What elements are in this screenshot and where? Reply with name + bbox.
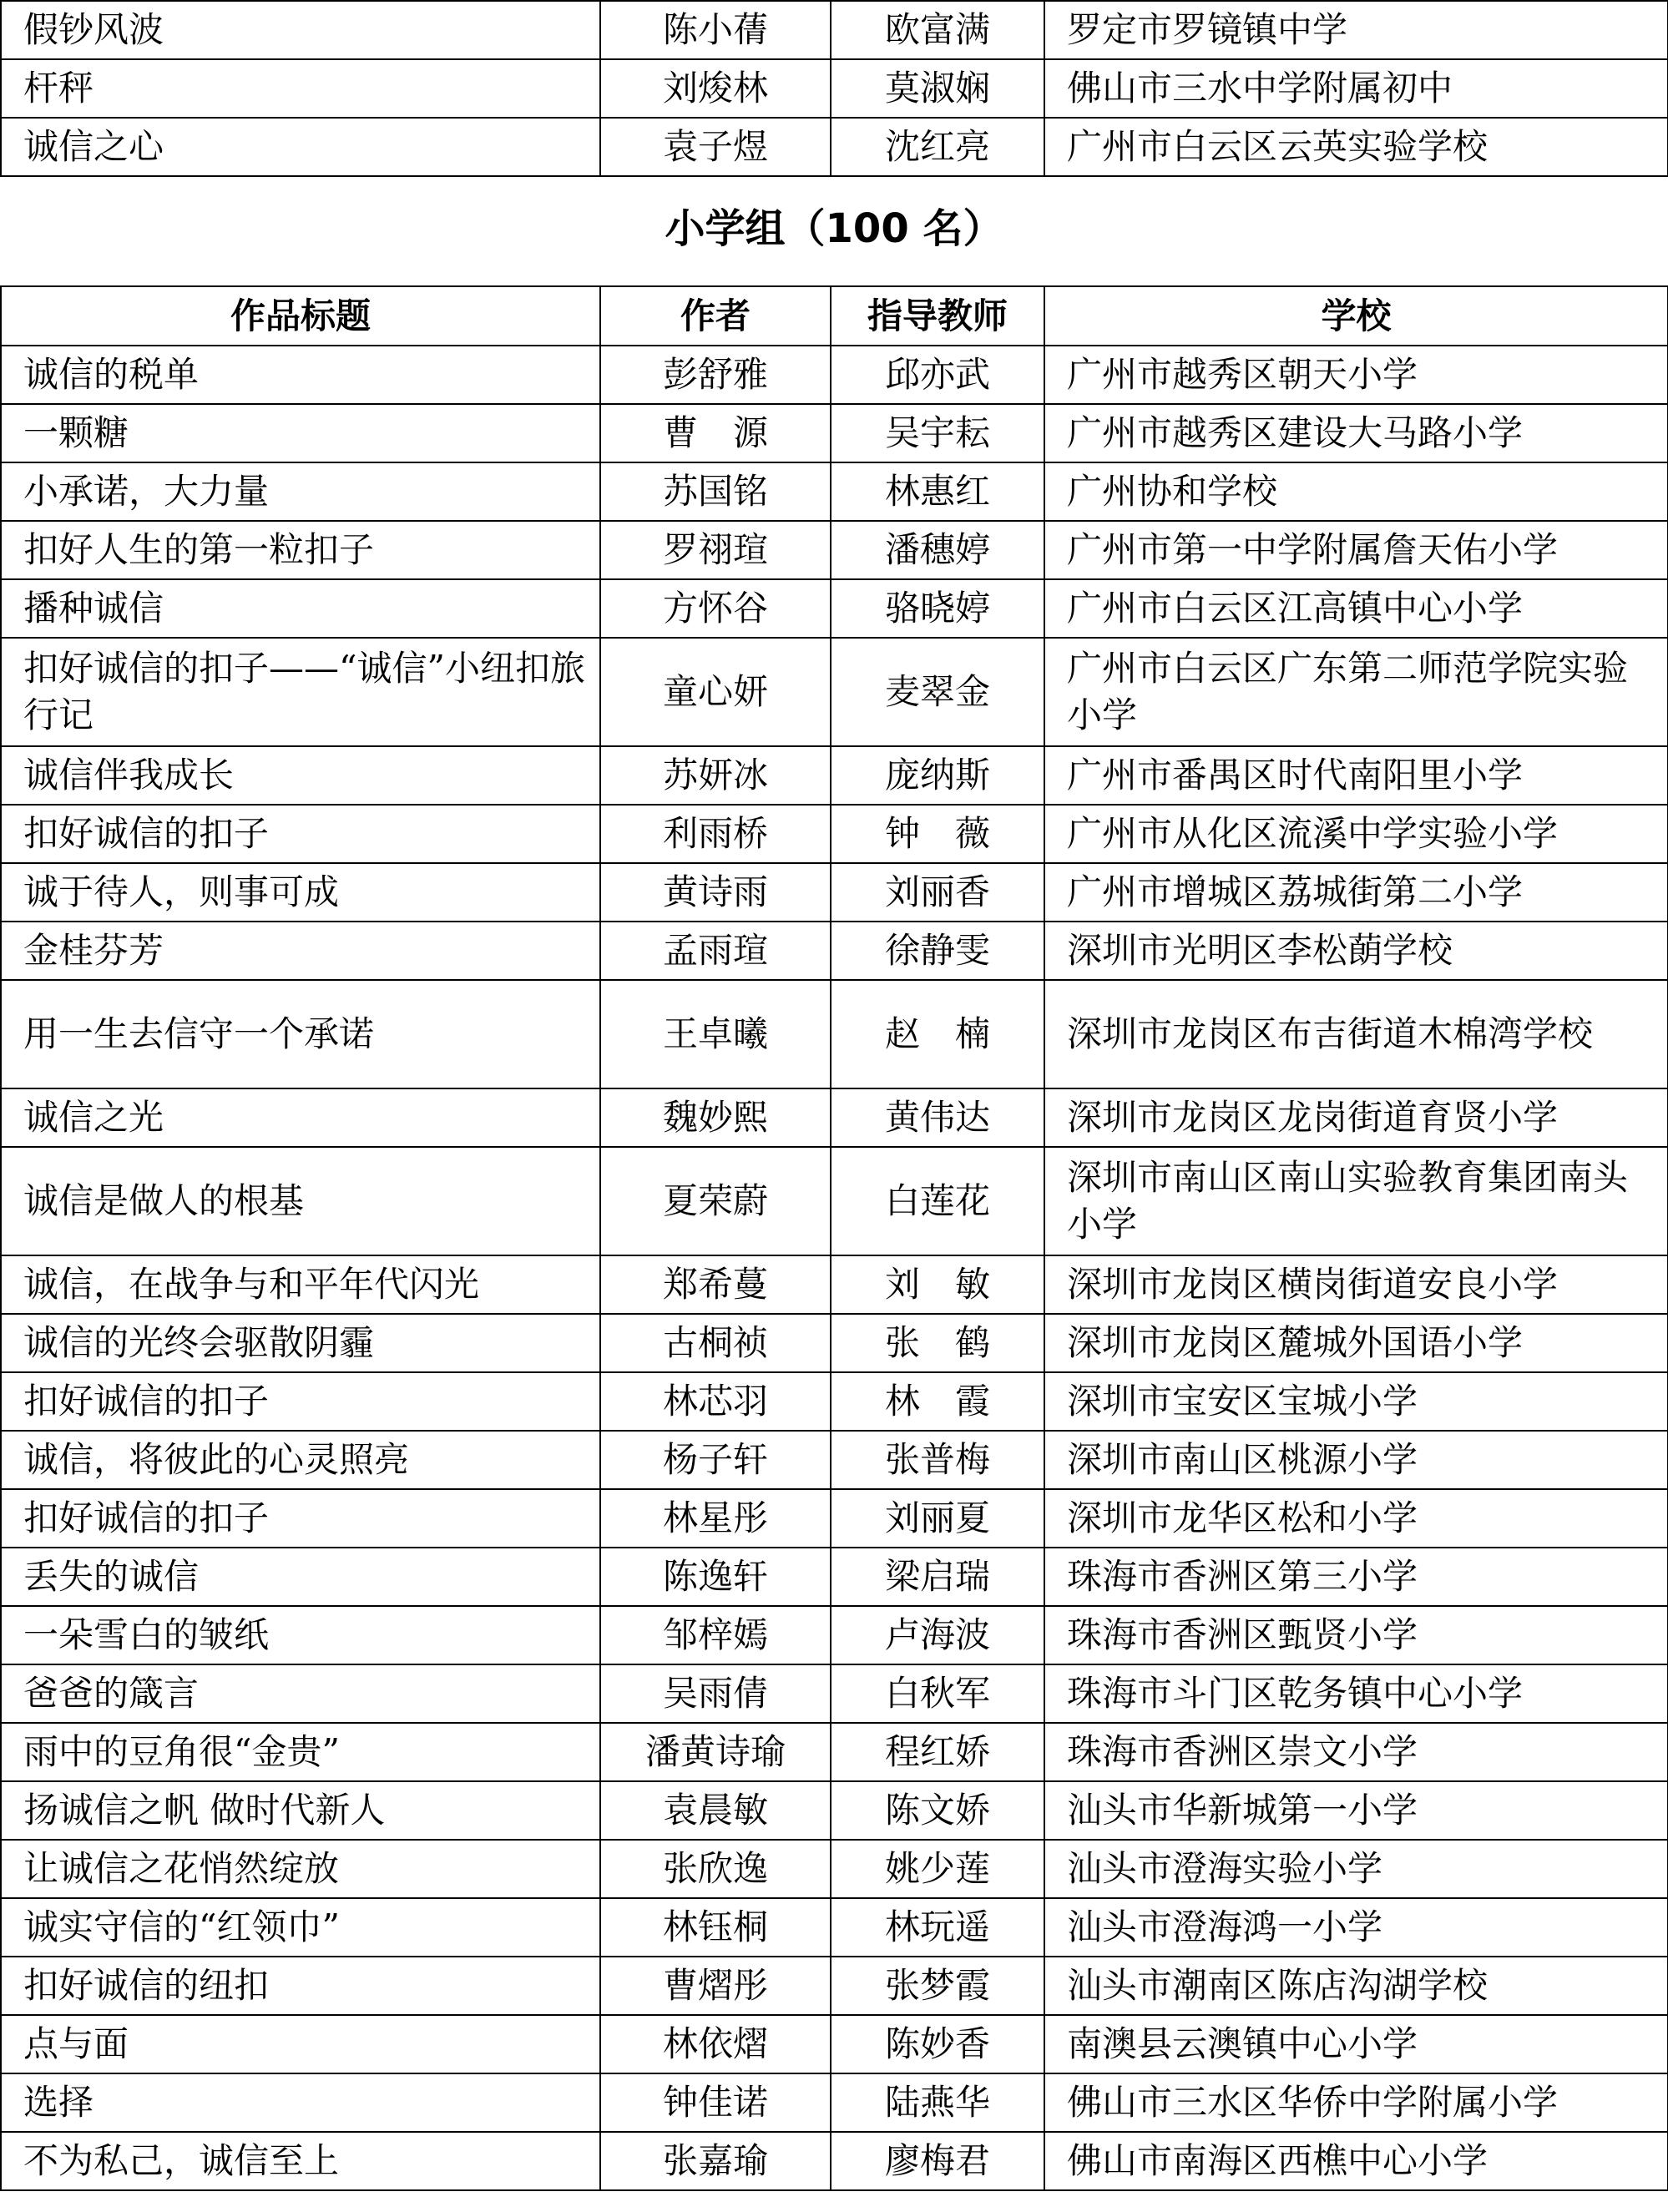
- work-title-cell: 爸爸的箴言: [1, 1664, 600, 1723]
- school-cell: 深圳市南山区桃源小学: [1044, 1431, 1668, 1489]
- primary-group-table: [0, 285, 1668, 2191]
- author-cell: 陈小蒨: [600, 1, 831, 59]
- author-cell: 王卓曦: [600, 980, 831, 1088]
- work-title-cell: 诚信伴我成长: [1, 746, 600, 805]
- work-title-cell: 扣好诚信的扣子——“诚信”小纽扣旅行记: [1, 638, 600, 746]
- author-cell: 童心妍: [600, 638, 831, 746]
- author-cell: 苏国铭: [600, 462, 831, 521]
- school-cell: 汕头市澄海鸿一小学: [1044, 1898, 1668, 1957]
- header-school: 学校: [1044, 286, 1668, 346]
- table-row: [1, 1606, 1668, 1664]
- school-cell: 珠海市香洲区第三小学: [1044, 1548, 1668, 1606]
- teacher-cell: 白秋军: [831, 1664, 1044, 1723]
- teacher-cell: 骆晓婷: [831, 579, 1044, 638]
- header-teacher: 指导教师: [831, 286, 1044, 346]
- teacher-cell: 钟 薇: [831, 805, 1044, 863]
- teacher-cell: 卢海波: [831, 1606, 1044, 1664]
- work-title-cell: 点与面: [1, 2015, 600, 2073]
- author-cell: 袁子煜: [600, 118, 831, 176]
- work-title-cell: 诚信的税单: [1, 346, 600, 404]
- work-title-cell: 诚信的光终会驱散阴霾: [1, 1314, 600, 1372]
- table-row: [1, 1489, 1668, 1548]
- table-row: [1, 1, 1668, 59]
- work-title-cell: 诚于待人，则事可成: [1, 863, 600, 922]
- author-cell: 张欣逸: [600, 1840, 831, 1898]
- work-title-cell: 雨中的豆角很“金贵”: [1, 1723, 600, 1781]
- school-cell: 深圳市龙岗区布吉街道木棉湾学校: [1044, 980, 1668, 1088]
- table-row: [1, 1314, 1668, 1372]
- school-cell: 汕头市华新城第一小学: [1044, 1781, 1668, 1840]
- header-title: 作品标题: [1, 286, 600, 346]
- teacher-cell: 欧富满: [831, 1, 1044, 59]
- table-row: [1, 1664, 1668, 1723]
- work-title-cell: 诚实守信的“红领巾”: [1, 1898, 600, 1957]
- table-row: [1, 1372, 1668, 1431]
- table-row: [1, 462, 1668, 521]
- author-cell: 曹熠彤: [600, 1957, 831, 2015]
- table-row: [1, 1957, 1668, 2015]
- author-cell: 古桐祯: [600, 1314, 831, 1372]
- work-title-cell: 让诚信之花悄然绽放: [1, 1840, 600, 1898]
- school-cell: 广州市越秀区建设大马路小学: [1044, 404, 1668, 462]
- teacher-cell: 莫淑娴: [831, 59, 1044, 118]
- author-cell: 彭舒雅: [600, 346, 831, 404]
- table-row: [1, 2132, 1668, 2190]
- school-cell: 深圳市光明区李松蓢学校: [1044, 922, 1668, 980]
- work-title-cell: 扣好诚信的扣子: [1, 1489, 600, 1548]
- author-cell: 林星彤: [600, 1489, 831, 1548]
- work-title-cell: 丢失的诚信: [1, 1548, 600, 1606]
- teacher-cell: 刘丽香: [831, 863, 1044, 922]
- author-cell: 刘焌林: [600, 59, 831, 118]
- table-row: [1, 1431, 1668, 1489]
- work-title-cell: 杆秤: [1, 59, 600, 118]
- school-cell: 深圳市龙岗区龙岗街道育贤小学: [1044, 1088, 1668, 1147]
- teacher-cell: 程红娇: [831, 1723, 1044, 1781]
- work-title-cell: 扣好诚信的扣子: [1, 1372, 600, 1431]
- table-row: [1, 1781, 1668, 1840]
- teacher-cell: 廖梅君: [831, 2132, 1044, 2190]
- author-cell: 苏妍冰: [600, 746, 831, 805]
- author-cell: 郑希蔓: [600, 1255, 831, 1314]
- teacher-cell: 麦翠金: [831, 638, 1044, 746]
- table-row: [1, 1723, 1668, 1781]
- school-cell: 广州市增城区荔城街第二小学: [1044, 863, 1668, 922]
- work-title-cell: 假钞风波: [1, 1, 600, 59]
- school-cell: 罗定市罗镜镇中学: [1044, 1, 1668, 59]
- school-cell: 珠海市香洲区甄贤小学: [1044, 1606, 1668, 1664]
- school-cell: 深圳市龙华区松和小学: [1044, 1489, 1668, 1548]
- work-title-cell: 一朵雪白的皱纸: [1, 1606, 600, 1664]
- header-author: 作者: [600, 286, 831, 346]
- table-row: [1, 1255, 1668, 1314]
- teacher-cell: 黄伟达: [831, 1088, 1044, 1147]
- work-title-cell: 诚信，在战争与和平年代闪光: [1, 1255, 600, 1314]
- author-cell: 钟佳诺: [600, 2073, 831, 2132]
- author-cell: 邹梓嫣: [600, 1606, 831, 1664]
- author-cell: 袁晨敏: [600, 1781, 831, 1840]
- teacher-cell: 吴宇耘: [831, 404, 1044, 462]
- table-row: [1, 863, 1668, 922]
- teacher-cell: 沈红亮: [831, 118, 1044, 176]
- work-title-cell: 一颗糖: [1, 404, 600, 462]
- school-cell: 广州市白云区江高镇中心小学: [1044, 579, 1668, 638]
- school-cell: 广州市番禺区时代南阳里小学: [1044, 746, 1668, 805]
- work-title-cell: 诚信之心: [1, 118, 600, 176]
- work-title-cell: 扣好诚信的纽扣: [1, 1957, 600, 2015]
- author-cell: 曹 源: [600, 404, 831, 462]
- teacher-cell: 刘丽夏: [831, 1489, 1044, 1548]
- school-cell: 珠海市斗门区乾务镇中心小学: [1044, 1664, 1668, 1723]
- teacher-cell: 林玩遥: [831, 1898, 1044, 1957]
- school-cell: 佛山市三水区华侨中学附属小学: [1044, 2073, 1668, 2132]
- school-cell: 深圳市龙岗区麓城外国语小学: [1044, 1314, 1668, 1372]
- table-row: [1, 579, 1668, 638]
- author-cell: 潘黄诗瑜: [600, 1723, 831, 1781]
- table-row: [1, 1548, 1668, 1606]
- school-cell: 汕头市潮南区陈店沟湖学校: [1044, 1957, 1668, 2015]
- table-row: [1, 1840, 1668, 1898]
- table-header-row: [1, 286, 1668, 346]
- teacher-cell: 张 鹤: [831, 1314, 1044, 1372]
- teacher-cell: 梁启瑞: [831, 1548, 1044, 1606]
- work-title-cell: 扣好人生的第一粒扣子: [1, 521, 600, 579]
- school-cell: 深圳市龙岗区横岗街道安良小学: [1044, 1255, 1668, 1314]
- table-row: [1, 521, 1668, 579]
- author-cell: 陈逸轩: [600, 1548, 831, 1606]
- teacher-cell: 徐静雯: [831, 922, 1044, 980]
- author-cell: 林钰桐: [600, 1898, 831, 1957]
- work-title-cell: 小承诺，大力量: [1, 462, 600, 521]
- table-row: [1, 1147, 1668, 1255]
- school-cell: 深圳市宝安区宝城小学: [1044, 1372, 1668, 1431]
- work-title-cell: 诚信是做人的根基: [1, 1147, 600, 1255]
- author-cell: 罗祤瑄: [600, 521, 831, 579]
- school-cell: 佛山市三水中学附属初中: [1044, 59, 1668, 118]
- teacher-cell: 姚少莲: [831, 1840, 1044, 1898]
- teacher-cell: 张普梅: [831, 1431, 1044, 1489]
- work-title-cell: 金桂芬芳: [1, 922, 600, 980]
- author-cell: 吴雨倩: [600, 1664, 831, 1723]
- school-cell: 广州市从化区流溪中学实验小学: [1044, 805, 1668, 863]
- work-title-cell: 扣好诚信的扣子: [1, 805, 600, 863]
- school-cell: 佛山市南海区西樵中心小学: [1044, 2132, 1668, 2190]
- table-row: [1, 1088, 1668, 1147]
- author-cell: 张嘉瑜: [600, 2132, 831, 2190]
- work-title-cell: 诚信之光: [1, 1088, 600, 1147]
- previous-group-table: [0, 0, 1668, 177]
- teacher-cell: 林惠红: [831, 462, 1044, 521]
- work-title-cell: 诚信，将彼此的心灵照亮: [1, 1431, 600, 1489]
- teacher-cell: 刘 敏: [831, 1255, 1044, 1314]
- teacher-cell: 陈妙香: [831, 2015, 1044, 2073]
- author-cell: 方怀谷: [600, 579, 831, 638]
- author-cell: 林依熠: [600, 2015, 831, 2073]
- table-row: [1, 922, 1668, 980]
- school-cell: 深圳市南山区南山实验教育集团南头小学: [1044, 1147, 1668, 1255]
- author-cell: 林芯羽: [600, 1372, 831, 1431]
- author-cell: 杨子轩: [600, 1431, 831, 1489]
- work-title-cell: 不为私己，诚信至上: [1, 2132, 600, 2190]
- teacher-cell: 张梦霞: [831, 1957, 1044, 2015]
- school-cell: 广州市白云区云英实验学校: [1044, 118, 1668, 176]
- author-cell: 黄诗雨: [600, 863, 831, 922]
- section-heading: 小学组（100 名）: [665, 205, 1003, 252]
- table-row: [1, 746, 1668, 805]
- table-row: [1, 59, 1668, 118]
- teacher-cell: 邱亦武: [831, 346, 1044, 404]
- table-row: [1, 1898, 1668, 1957]
- author-cell: 孟雨瑄: [600, 922, 831, 980]
- school-cell: 广州市第一中学附属詹天佑小学: [1044, 521, 1668, 579]
- school-cell: 南澳县云澳镇中心小学: [1044, 2015, 1668, 2073]
- table-row: [1, 2015, 1668, 2073]
- table-row: [1, 404, 1668, 462]
- author-cell: 魏妙熙: [600, 1088, 831, 1147]
- work-title-cell: 用一生去信守一个承诺: [1, 980, 600, 1088]
- table-row: [1, 980, 1668, 1088]
- teacher-cell: 赵 楠: [831, 980, 1044, 1088]
- school-cell: 广州市越秀区朝天小学: [1044, 346, 1668, 404]
- work-title-cell: 选择: [1, 2073, 600, 2132]
- work-title-cell: 播种诚信: [1, 579, 600, 638]
- teacher-cell: 白莲花: [831, 1147, 1044, 1255]
- table-row: [1, 2073, 1668, 2132]
- school-cell: 广州协和学校: [1044, 462, 1668, 521]
- school-cell: 汕头市澄海实验小学: [1044, 1840, 1668, 1898]
- table-row: [1, 805, 1668, 863]
- work-title-cell: 扬诚信之帆 做时代新人: [1, 1781, 600, 1840]
- school-cell: 广州市白云区广东第二师范学院实验小学: [1044, 638, 1668, 746]
- author-cell: 利雨桥: [600, 805, 831, 863]
- author-cell: 夏荣蔚: [600, 1147, 831, 1255]
- school-cell: 珠海市香洲区崇文小学: [1044, 1723, 1668, 1781]
- teacher-cell: 潘穗婷: [831, 521, 1044, 579]
- teacher-cell: 林 霞: [831, 1372, 1044, 1431]
- teacher-cell: 陆燕华: [831, 2073, 1044, 2132]
- teacher-cell: 陈文娇: [831, 1781, 1044, 1840]
- table-row: [1, 346, 1668, 404]
- table-row: [1, 638, 1668, 746]
- table-row: [1, 118, 1668, 176]
- teacher-cell: 庞纳斯: [831, 746, 1044, 805]
